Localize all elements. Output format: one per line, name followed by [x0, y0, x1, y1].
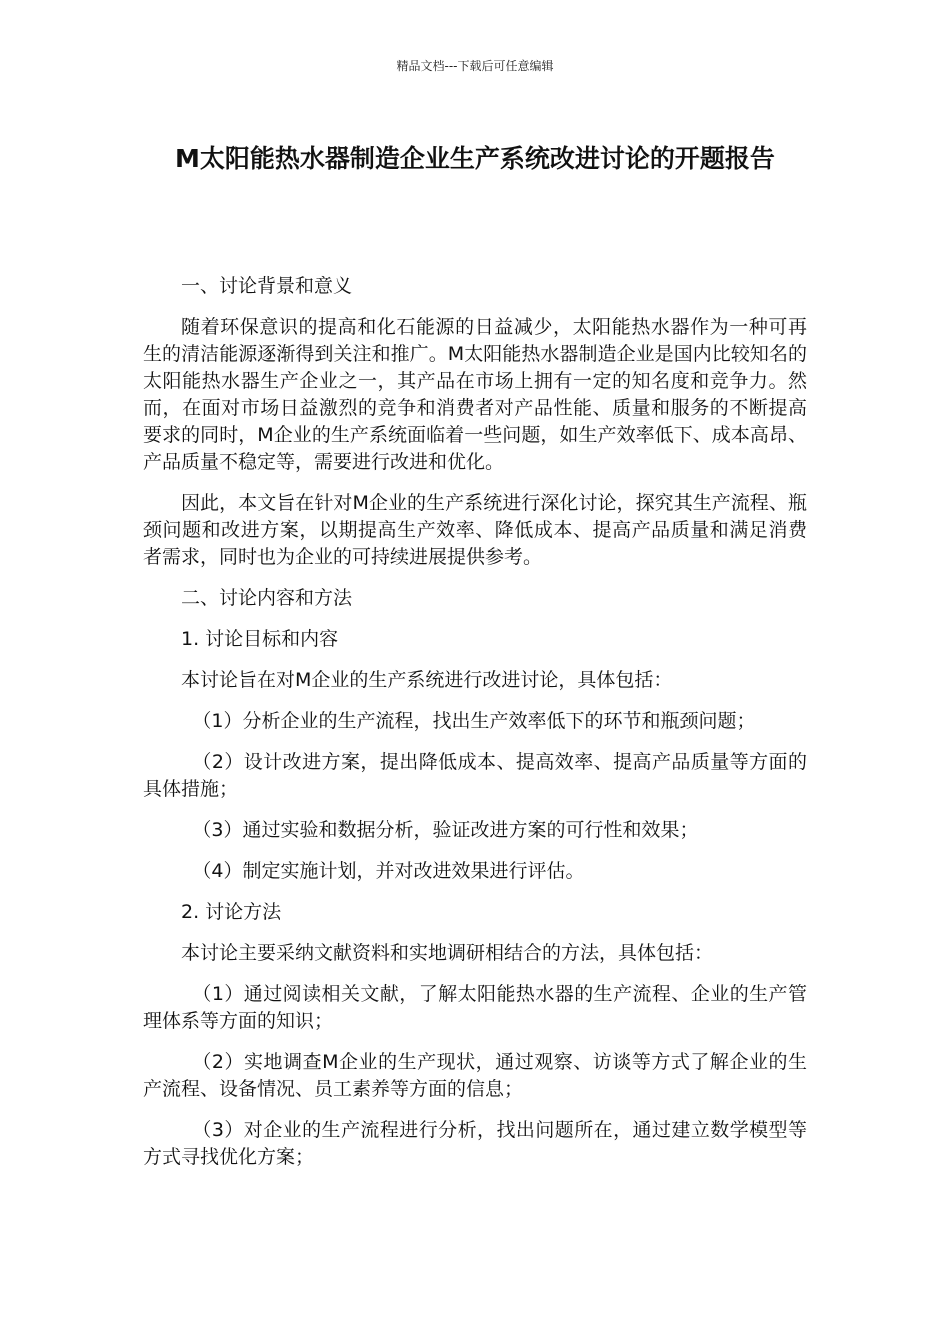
subheading-methods: 2. 讨论方法 — [181, 901, 282, 923]
paragraph-background: 随着环保意识的提高和化石能源的日益减少，太阳能热水器作为一种可再生的清洁能源逐渐得到关注和推广。M太阳能热水器制造企业是国内比较知名的太阳能热水器生产企业之一，其产品在市场上拥有一定的知名度和竞争力。然而，在面对市场日益激烈的竞争和消费者对产品性能、质量和服务的不断提高要求的同时，M企业的生产系统面临着一些问题，如生产效率低下、成本高昂、产品质量不稳定等，需要进行改进和优化。 — [143, 316, 807, 473]
list-item-method-3: （3）对企业的生产流程进行分析，找出问题所在，通过建立数学模型等方式寻找优化方案； — [143, 1119, 807, 1168]
list-item-method-2: （2）实地调查M企业的生产现状，通过观察、访谈等方式了解企业的生产流程、设备情况、员工素养等方面的信息； — [143, 1051, 807, 1100]
header-note: 精品文档---下载后可任意编辑 — [396, 59, 554, 73]
list-item-method-1: （1）通过阅读相关文献，了解太阳能热水器的生产流程、企业的生产管理体系等方面的知识； — [143, 983, 807, 1032]
document-title: M太阳能热水器制造企业生产系统改进讨论的开题报告 — [175, 144, 775, 173]
list-item-goal-2: （2）设计改进方案，提出降低成本、提高效率、提高产品质量等方面的具体措施； — [143, 751, 807, 800]
list-item-goal-3: （3）通过实验和数据分析，验证改进方案的可行性和效果； — [192, 819, 699, 841]
list-item-goal-1: （1）分析企业的生产流程，找出生产效率低下的环节和瓶颈问题； — [192, 710, 756, 732]
paragraph-methods-intro: 本讨论主要采纳文献资料和实地调研相结合的方法，具体包括： — [181, 942, 714, 964]
subheading-goals: 1. 讨论目标和内容 — [181, 628, 339, 650]
section-heading-background: 一、讨论背景和意义 — [181, 275, 353, 297]
list-item-goal-4: （4）制定实施计划，并对改进效果进行评估。 — [192, 860, 585, 882]
section-heading-content-methods: 二、讨论内容和方法 — [181, 587, 353, 609]
document-body — [143, 273, 807, 1185]
paragraph-purpose: 因此，本文旨在针对M企业的生产系统进行深化讨论，探究其生产流程、瓶颈问题和改进方案，以期提高生产效率、降低成本、提高产品质量和满足消费者需求，同时也为企业的可持续进展提供参考。 — [143, 492, 807, 568]
paragraph-goals-intro: 本讨论旨在对M企业的生产系统进行改进讨论，具体包括： — [181, 669, 673, 691]
